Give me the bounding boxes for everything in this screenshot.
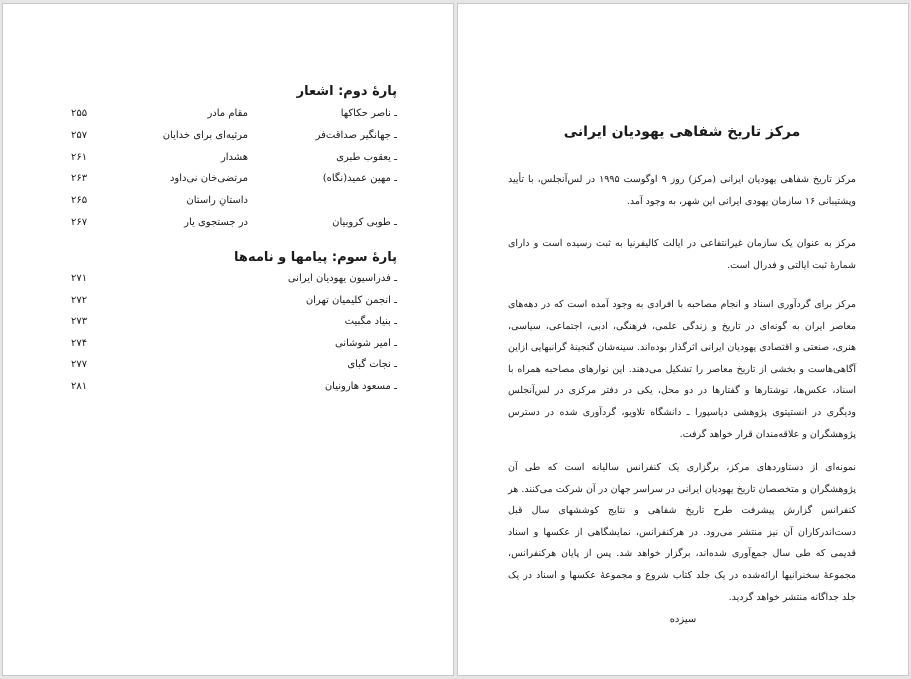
right-page [457,3,909,676]
toc-author: ـ مهین عمید(نگاه) [322,173,397,185]
toc-page-number: ۲۷۷ [71,359,88,371]
toc-page-number: ۲۸۱ [71,381,88,392]
toc-author: ـ مسعود هارونیان [324,381,397,392]
toc-entry [3,378,453,396]
toc-page-number: ۲۷۲ [71,294,88,306]
page-number: سیزده [669,614,697,625]
page-title: مرکز تاریخ شفاهی یهودیان ایرانی [563,124,801,140]
toc-page-number: ۲۶۳ [71,173,88,185]
part2-title: پارهٔ دوم: اشعار [296,84,397,99]
toc-author: ـ نجات گبای [347,359,397,371]
toc-author: ـ طوبی کروبیان [332,217,397,228]
toc-entry [3,149,453,167]
toc-page-number: ۲۶۱ [71,151,88,163]
toc-page-number: ۲۷۱ [71,273,88,284]
toc-author: ـ یعقوب طبری [336,151,397,163]
toc-entry [3,127,453,145]
toc-page-number: ۲۵۷ [71,129,88,141]
toc-page-number: ۲۶۷ [71,217,88,228]
toc-page-number: ۲۷۳ [71,316,88,328]
paragraph-4: نمونه‌ای از دستاوردهای مرکز، برگزاری یک کنفرانس سالیانه است که طی آن پژوهشگران و متخصصان تاریخ یهودیان ایرانی در سراسر جهان در آن شرکت می‌کنند. هر کنفرانس گزارش پیشرفت طرح تاریخ شفاهی و نتایج کوششهای سال قبل دست‌اندرکاران آن نیز منتشر می‌رود. در هرکنفرانس، نمایشگاهی از عکسها و اسناد قدیمی که طی سال جمع‌آوری شده‌اند، برگزار خواهد شد. پس از پایان هرکنفرانس، مجموعهٔ سخنرانیها ارائه‌شده در یک جلد کتاب شروع و مجموعهٔ عکسها و اسناد در یک جلد جداگانه منتشر خواهد گردید. [508,462,856,603]
toc-entry [3,292,453,310]
toc-author: ـ امیر شوشانی [334,337,397,349]
paragraph-3: مرکز برای گردآوری اسناد و انجام مصاحبه با افرادی به وجود آمده است که در دهه‌های معاصر ایران به گونه‌ای در تاریخ و زندگی علمی، فرهنگی، ادبی، اجتماعی، سیاسی، هنری، صنعتی و اقتصادی یهودیان ایرانی اثرگذار بوده‌اند. سینه‌شان گنجینهٔ گرانبهایی ازاین آگاهی‌هاست و بخشی از تاریخ معاصر را تشکیل می‌دهند. این نوارهای مصاحبه همراه با اسناد، عکس‌ها، نوشتارها و گفتارها در دو محل، یکی در دفتر مرکزی در لس‌آنجلس ودیگری در انستیتوی پژوهشی دیاسپورا ـ دانشگاه تلاویو، گردآوری شده در دسترس پژوهشگران و علاقه‌مندان قرار خواهد گرفت. [508,299,856,440]
toc-author: ـ ناصر حکاکها [340,108,397,119]
toc-author: ـ فدراسیون یهودیان ایرانی [287,273,397,284]
toc-entry [3,270,453,288]
toc-entry [3,170,453,188]
paragraph-2: مرکز به عنوان یک سازمان غیرانتفاعی در ایالت کالیفرنیا به ثبت رسیده است و دارای شمارهٔ ثبت ایالتی و فدرال است. [508,238,856,271]
toc-page-number: ۲۵۵ [71,108,88,119]
toc-entry [3,313,453,331]
toc-author: ـ جهانگیر صداقت‌فر [315,129,397,141]
toc-entry [3,335,453,353]
toc-author: ـ بنیاد مگبیت [344,316,397,328]
toc-work-title: مقام مادر [207,108,248,119]
toc-author: ـ انجمن کلیمیان تهران [305,294,397,306]
part3-title: پارهٔ سوم: پیامها و نامه‌ها [234,250,397,265]
toc-work-title: مرتضی‌خان نی‌داود [169,173,248,185]
toc-work-title: مرثیه‌ای برای خدایان [162,129,248,141]
toc-work-title: در جستجوی یار [184,217,248,228]
toc-work-title: هشدار [220,151,248,163]
toc-work-title: داستانِ راستان [186,195,248,207]
toc-entry [3,214,453,232]
toc-page-number: ۲۷۴ [71,337,88,349]
toc-page-number: ۲۶۵ [71,195,88,207]
toc-entry [3,192,453,210]
paragraph-1: مرکز تاریخ شفاهی یهودیان ایرانی (مرکز) روز ۹ اوگوست ۱۹۹۵ در لس‌آنجلس، با تأیید وپشتیبانی ۱۶ سازمان یهودی ایرانی این شهر، به وجود آمد. [508,174,856,207]
toc-entry [3,356,453,374]
left-page [2,3,454,676]
toc-entry [3,105,453,123]
